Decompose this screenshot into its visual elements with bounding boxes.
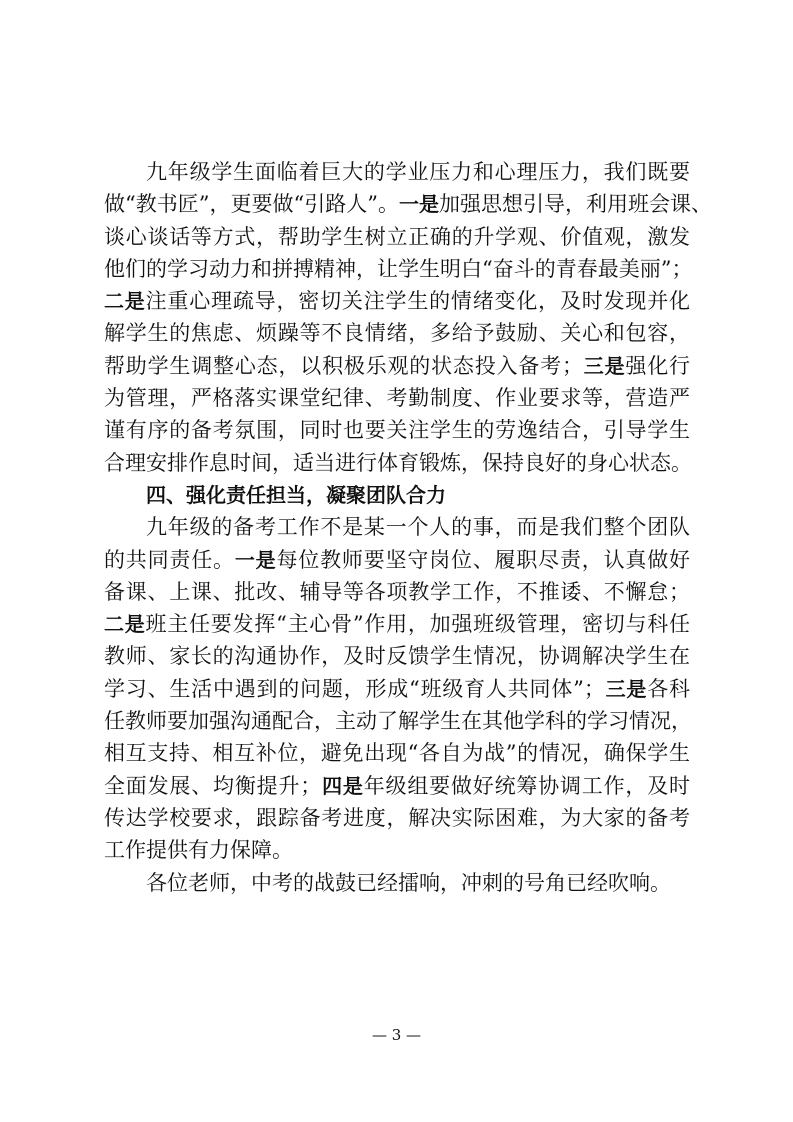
emphasis-first: 一是 <box>234 547 277 572</box>
emphasis-fourth: 四是 <box>321 773 364 798</box>
text-line: 全面发展、均衡提升；四是年级组要做好统筹协调工作，及时 <box>104 773 691 798</box>
text-line: 二是注重心理疏导，密切关注学生的情绪变化，及时发现并化 <box>104 289 691 314</box>
text-line: 做“教书匠”，更要做“引路人”。一是加强思想引导，利用班会课、 <box>104 192 712 217</box>
text-line: 任教师要加强沟通配合，主动了解学生在其他学科的学习情况， <box>104 709 692 734</box>
text-line: 工作提供有力保障。 <box>104 838 293 863</box>
text-line: 他们的学习动力和拼搏精神，让学生明白“奋斗的青春最美丽”； <box>104 256 693 281</box>
emphasis-first: 一是 <box>398 192 439 217</box>
text-line: 学习、生活中遇到的问题，形成“班级育人共同体”；三是各科 <box>104 676 691 701</box>
emphasis-second: 二是 <box>104 612 146 637</box>
text-line: 教师、家长的沟通协作，及时反馈学生情况，协调解决学生在 <box>104 644 690 669</box>
text-line: 传达学校要求，跟踪备考进度，解决实际困难，为大家的备考 <box>104 805 690 830</box>
paragraph-closing <box>104 867 690 899</box>
text-line: 九年级学生面临着巨大的学业压力和心理压力，我们既要 <box>146 160 690 184</box>
section-heading: 四、强化责任担当，凝聚团队合力 <box>146 482 446 507</box>
emphasis-third: 三是 <box>582 353 626 378</box>
text-line: 备课、上课、批改、辅导等各项教学工作，不推诿、不懈怠； <box>104 579 690 604</box>
paragraph-team-responsibility <box>104 511 690 866</box>
text-line: 谨有序的备考氛围，同时也要关注学生的劳逸结合，引导学生 <box>104 418 690 443</box>
emphasis-third: 三是 <box>604 676 648 701</box>
text-line: 九年级的备考工作不是某一个人的事，而是我们整个团队 <box>146 515 690 540</box>
text-line: 谈心谈话等方式，帮助学生树立正确的升学观、价值观，激发 <box>104 224 690 249</box>
text-line: 解学生的焦虑、烦躁等不良情绪，多给予鼓励、关心和包容， <box>104 321 690 346</box>
text-line: 的共同责任。一是每位教师要坚守岗位、履职尽责，认真做好 <box>104 547 691 572</box>
text-line: 相互支持、相互补位，避免出现“各自为战”的情况，确保学生 <box>104 741 690 766</box>
text-line: 各位老师，中考的战鼓已经擂响，冲刺的号角已经吹响。 <box>146 870 671 895</box>
paragraph-student-guidance <box>104 156 712 479</box>
emphasis-second: 二是 <box>104 289 146 314</box>
text-line: 合理安排作息时间，适当进行体育锻炼，保持良好的身心状态。 <box>104 450 692 475</box>
document-body <box>104 156 712 899</box>
text-line: 帮助学生调整心态，以积极乐观的状态投入备考；三是强化行 <box>104 353 691 378</box>
text-line: 为管理，严格落实课堂纪律、考勤制度、作业要求等，营造严 <box>104 386 690 411</box>
text-line: 二是班主任要发挥“主心骨”作用，加强班级管理，密切与科任 <box>104 612 690 637</box>
page-number: — 3 — <box>371 1026 422 1044</box>
